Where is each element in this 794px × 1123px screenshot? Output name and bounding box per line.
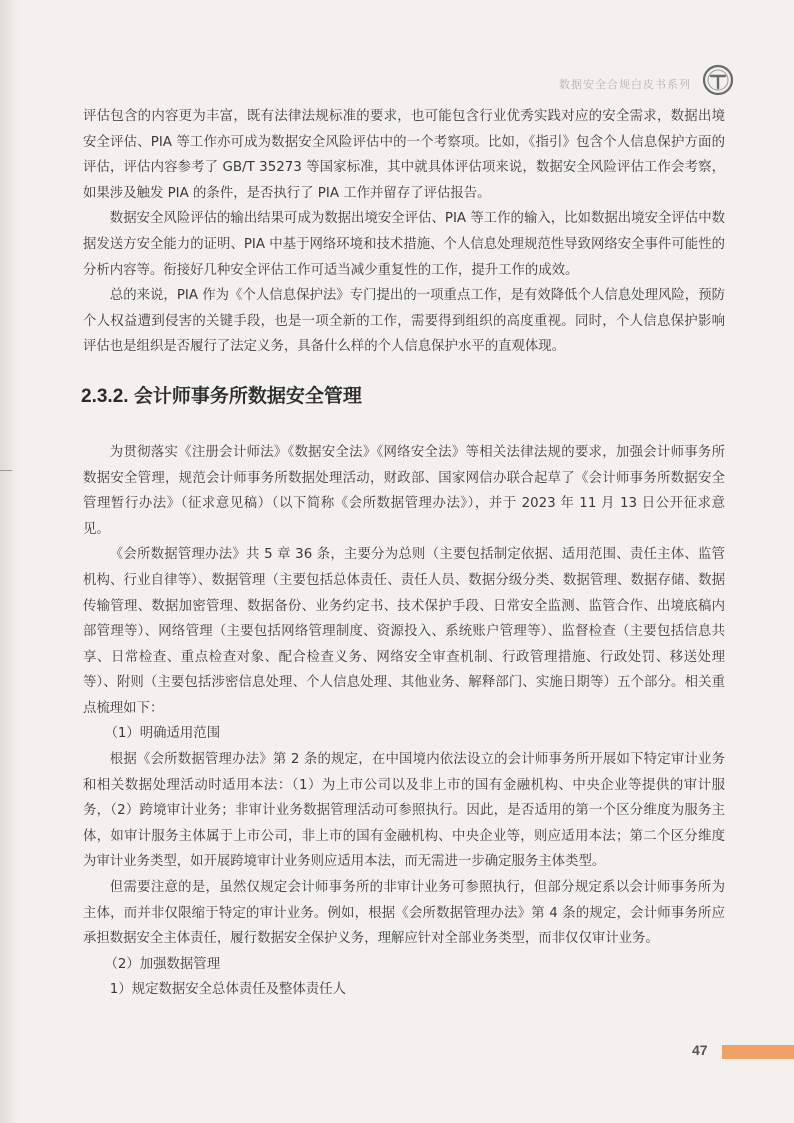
paragraph: 数据安全风险评估的输出结果可成为数据出境安全评估、PIA 等工作的输入，比如数据出境安全评估中数据发送方安全能力的证明、PIA 中基于网络环境和技术措施、个人信息处理规范性导致网络安全事件可能性的分析内容等。衔接好几种安全评估工作可适当减少重复性的工作，提升工作的成效。: [83, 211, 725, 278]
paragraph: 根据《会所数据管理办法》第 2 条的规定，在中国境内依法设立的会计师事务所开展如下特定审计业务和相关数据处理活动时适用本法：（1）为上市公司以及非上市的国有金融机构、中央企业等提供的审计服务，（2）跨境审计业务；非审计业务数据管理活动可参照执行。因此，是否适用的第一个区分维度为服务主体，如审计服务主体属于上市公司，非上市的国有金融机构、中央企业等，则应适用本法；第二个区分维度为审计业务类型，如开展跨境审计业务则应适用本法，而无需进一步确定服务主体类型。: [83, 752, 725, 870]
running-header-title: 数据安全合规白皮书系列: [559, 78, 691, 91]
subheading-data-management: （2）加强数据管理: [104, 956, 221, 972]
paragraph: 为贯彻落实《注册会计师法》《数据安全法》《网络安全法》等相关法律法规的要求，加强会计师事务所数据安全管理，规范会计师事务所数据处理活动，财政部、国家网信办联合起草了《会计师事务所数据安全管理暂行办法》（征求意见稿）（以下简称《会所数据管理办法》），并于 2023 年 11 月 13 日公开征求意见。: [83, 444, 725, 537]
page-number: 47: [692, 1042, 708, 1058]
subheading-responsibility: 1）规定数据安全总体责任及整体责任人: [109, 982, 346, 998]
paragraph: 《会所数据管理办法》共 5 章 36 条，主要分为总则（主要包括制定依据、适用范围、责任主体、监管机构、行业自律等）、数据管理（主要包括总体责任、责任人员、数据分级分类、数据管理、数据存储、数据传输管理、数据加密管理、数据备份、业务约定书、技术保护手段、日常安全监测、监管合作、出境底稿内部管理等）、网络管理（主要包括网络管理制度、资源投入、系统账户管理等）、监督检查（主要包括信息共享、日常检查、重点检查对象、配合检查义务、网络安全审查机制、行政管理措施、行政处罚、移送处理等）、附则（主要包括涉密信息处理、个人信息处理、其他业务、解释部门、实施日期等）五个部分。相关重点梳理如下：: [83, 547, 725, 716]
paragraph: 总的来说，PIA 作为《个人信息保护法》专门提出的一项重点工作，是有效降低个人信息处理风险，预防个人权益遭到侵害的关键手段，也是一项全新的工作，需要得到组织的高度重视。同时，个人信息保护影响评估也是组织是否履行了法定义务，具备什么样的个人信息保护水平的直观体现。: [83, 288, 726, 355]
paragraph: 但需要注意的是，虽然仅规定会计师事务所的非审计业务可参照执行，但部分规定系以会计师事务所为主体，而并非仅限缩于特定的审计业务。例如，根据《会所数据管理办法》第 4 条的规定，会计师事务所应承担数据安全主体责任，履行数据安全保护义务，理解应针对全部业务类型，而非仅仅审计业务。: [83, 880, 725, 947]
subheading-scope: （1）明确适用范围: [104, 726, 221, 742]
paragraph-continued: 评估包含的内容更为丰富，既有法律法规标准的要求，也可能包含行业优秀实践对应的安全需求，数据出境安全评估、PIA 等工作亦可成为数据安全风险评估中的一个考察项。比如，《指引》包含个人信息保护方面的评估，评估内容参考了 GB/T 35273 等国家标准，其中就具体评估项来说，数据安全风险评估工作会考察，如果涉及触发 PIA 的条件，是否执行了 PIA 工作并留存了评估报告。: [83, 109, 725, 201]
page-binding-edge: [0, 0, 18, 1123]
header-logo-icon: [702, 64, 734, 96]
margin-mark: [0, 470, 12, 471]
page-body: [83, 104, 725, 1003]
footer-accent-bar: [722, 1045, 794, 1059]
section-heading: 2.3.2. 会计师事务所数据安全管理: [81, 385, 362, 407]
